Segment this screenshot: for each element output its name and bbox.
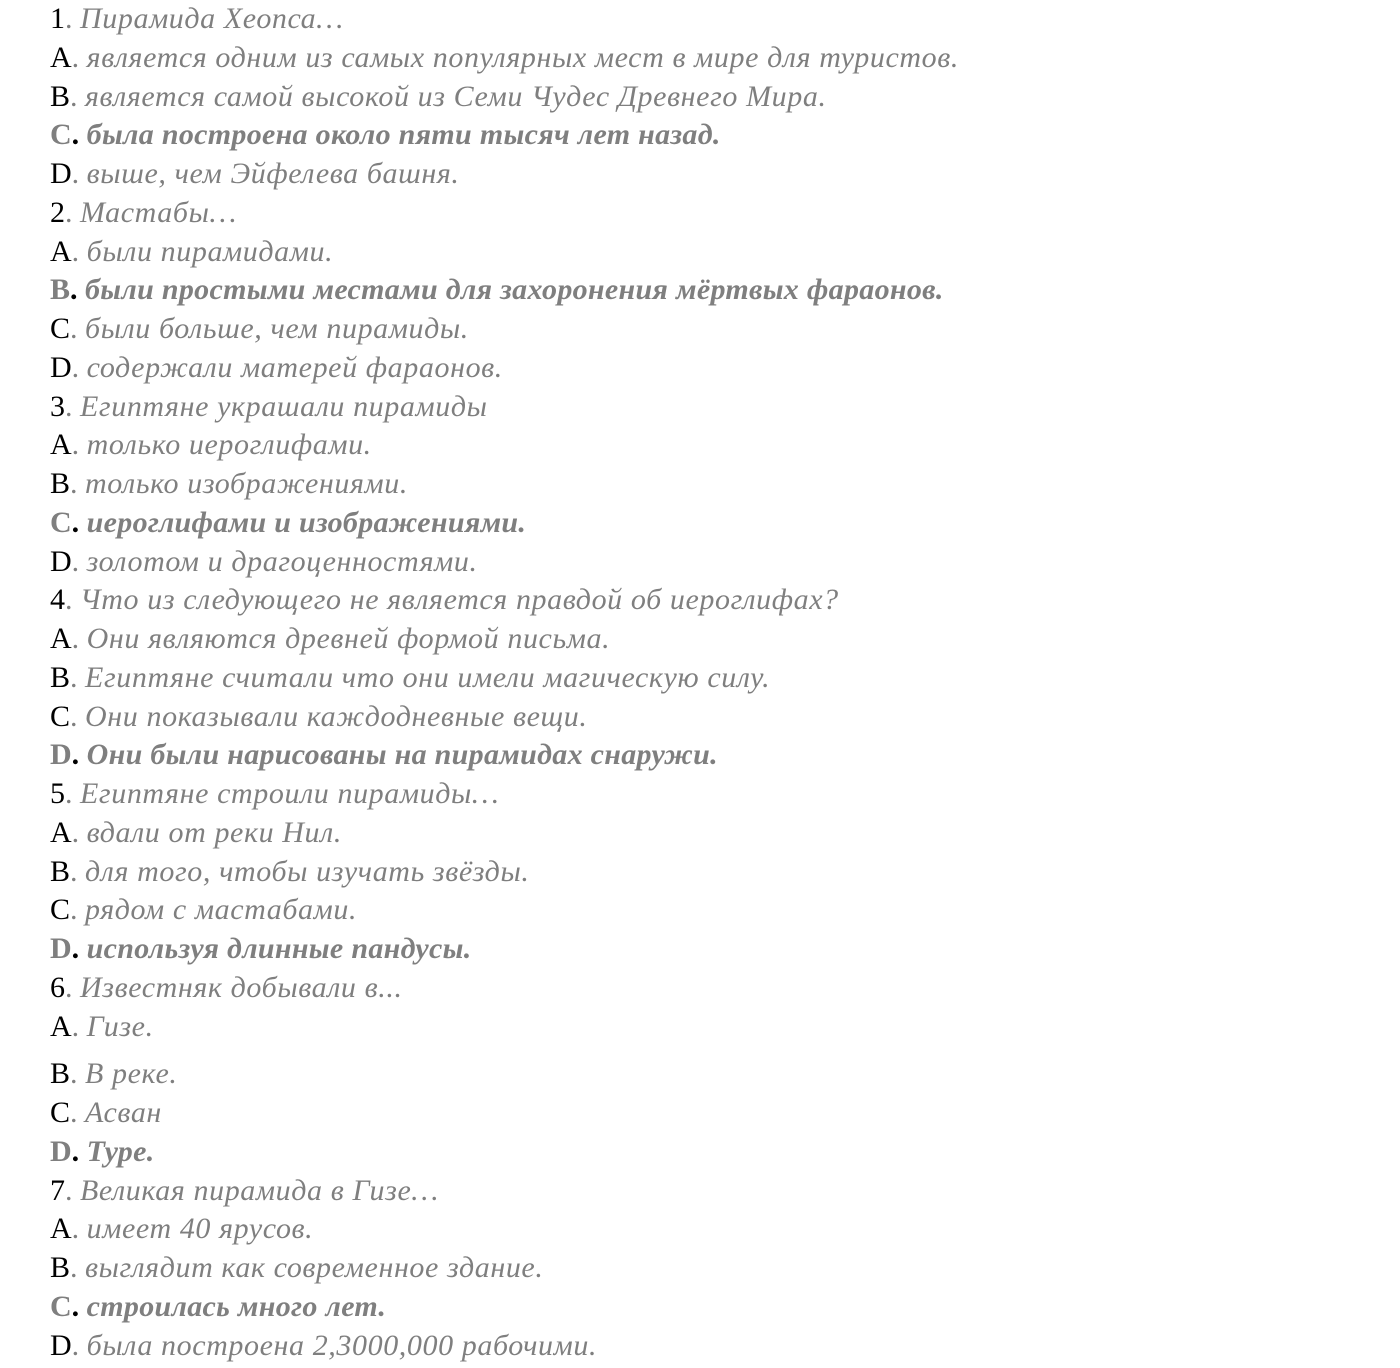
option-text: Они показывали каждодневные вещи. (85, 699, 588, 733)
option-text: была построена 2,3000,000 рабочими. (86, 1328, 598, 1362)
option-text: используя длинные пандусы. (86, 932, 472, 965)
option-letter (50, 41, 87, 74)
answer-option-correct (50, 504, 1380, 543)
option-letter-char: B (50, 854, 71, 888)
option-text: Они были нарисованы на пирамидах снаружи. (86, 738, 718, 772)
option-letter-char: B (50, 79, 71, 113)
answer-option (50, 1008, 1380, 1047)
option-letter (50, 700, 85, 733)
answer-option (50, 814, 1380, 853)
answer-option (50, 349, 1380, 388)
option-letter-dot: . (71, 1134, 87, 1168)
answer-option (50, 853, 1380, 892)
answer-option-correct (50, 271, 1380, 310)
option-text: выше, чем Эйфелева башня. (86, 157, 460, 190)
option-letter-dot: . (71, 40, 87, 74)
question-line (50, 194, 1380, 233)
option-letter-dot: . (70, 312, 86, 345)
answer-option (50, 659, 1380, 698)
answer-option (50, 1094, 1380, 1133)
answer-option (50, 1249, 1380, 1288)
option-letter-char: A (50, 1009, 72, 1043)
option-letter-char: D (50, 1328, 72, 1362)
question-stem: Египтяне украшали пирамиды (80, 389, 488, 423)
option-text: только иероглифами. (86, 428, 372, 462)
question-number (50, 971, 80, 1004)
option-letter-dot: . (71, 1212, 87, 1246)
question-line (50, 388, 1380, 427)
answer-option (50, 310, 1380, 349)
option-letter (50, 506, 87, 539)
option-letter-dot: . (70, 660, 86, 694)
option-letter (50, 1096, 85, 1129)
option-letter-char: C (50, 1289, 72, 1323)
option-letter-char: C (50, 893, 71, 927)
option-letter-dot: . (71, 234, 87, 268)
option-letter-dot: . (70, 1057, 86, 1091)
option-letter-char: D (50, 544, 72, 578)
option-letter (50, 235, 87, 268)
question-number-dot: . (65, 1173, 80, 1207)
question-number (50, 1174, 80, 1207)
answer-option (50, 78, 1380, 117)
option-letter-dot: . (71, 428, 87, 462)
question-line (50, 1172, 1380, 1211)
option-letter-char: A (50, 815, 72, 849)
option-letter-dot: . (71, 1289, 87, 1323)
option-letter (50, 428, 87, 461)
option-text: вдали от реки Нил. (86, 815, 342, 849)
option-letter (50, 467, 85, 500)
option-letter-char: C (50, 118, 72, 152)
option-letter-dot: . (71, 738, 87, 772)
option-letter-char: A (50, 234, 72, 268)
option-letter-char: D (50, 157, 72, 190)
question-number (50, 583, 80, 616)
question-number-dot: . (65, 195, 80, 229)
option-text: золотом и драгоценностями. (86, 544, 478, 578)
option-letter (50, 273, 85, 306)
answer-option-correct (50, 116, 1380, 155)
option-text: рядом с мастабами. (85, 893, 358, 927)
option-letter-char: D (50, 738, 72, 772)
option-letter-char: A (50, 40, 72, 74)
option-letter-dot: . (71, 932, 87, 965)
option-letter-char: C (50, 1096, 71, 1129)
option-text: Гизе. (86, 1009, 154, 1043)
option-text: были простыми местами для захоронения мёртвых фараонов. (85, 273, 944, 307)
option-text: является самой высокой из Семи Чудес Древнего Мира. (85, 79, 827, 113)
question-line (50, 969, 1380, 1008)
option-letter-dot: . (70, 467, 86, 500)
option-text: Они являются древней формой письма. (86, 622, 611, 655)
question-stem: Что из следующего не является правдой об иероглифах? (80, 583, 839, 617)
option-letter-dot: . (71, 1328, 87, 1362)
option-text: Египтяне считали что они имели магическую силу. (85, 660, 771, 694)
question-number-digit: 5 (50, 777, 65, 810)
option-letter-dot: . (71, 544, 87, 578)
option-letter (50, 1212, 87, 1245)
option-letter-dot: . (70, 1096, 86, 1129)
question-number (50, 2, 80, 35)
option-letter-dot: . (70, 79, 86, 113)
option-letter (50, 80, 85, 113)
option-letter-char: B (50, 1251, 71, 1284)
option-text: содержали матерей фараонов. (86, 350, 503, 384)
option-letter (50, 351, 87, 384)
question-number-digit: 7 (50, 1173, 65, 1207)
option-letter-char: C (50, 699, 71, 733)
option-letter (50, 312, 85, 345)
option-letter-char: A (50, 1212, 72, 1246)
option-letter (50, 1290, 87, 1323)
option-letter (50, 738, 87, 771)
option-letter (50, 1329, 87, 1362)
option-letter-dot: . (71, 815, 87, 849)
option-text: была построена около пяти тысяч лет назад. (86, 118, 721, 152)
option-letter-dot: . (71, 1009, 87, 1043)
option-letter-char: C (50, 505, 72, 539)
answer-option (50, 620, 1380, 659)
option-letter-dot: . (71, 505, 87, 539)
option-letter-dot: . (71, 118, 87, 152)
question-number-dot: . (65, 389, 80, 423)
question-number (50, 390, 80, 423)
answer-option (50, 155, 1380, 194)
question-line (50, 581, 1380, 620)
option-text: Туре. (86, 1134, 155, 1168)
option-letter-char: B (50, 1057, 71, 1091)
option-letter (50, 855, 85, 888)
option-letter-dot: . (71, 350, 87, 384)
option-letter-dot: . (70, 854, 86, 888)
option-letter-char: A (50, 622, 72, 655)
option-letter-char: B (50, 660, 71, 694)
question-number-dot: . (65, 970, 80, 1004)
answer-option (50, 233, 1380, 272)
option-letter-char: B (50, 273, 71, 307)
answer-option (50, 1210, 1380, 1249)
question-number (50, 196, 80, 229)
answer-option-correct (50, 930, 1380, 969)
question-line (50, 0, 1380, 39)
option-letter (50, 1057, 85, 1090)
answer-option (50, 39, 1380, 78)
question-number-digit: 4 (50, 583, 65, 617)
option-letter-dot: . (71, 157, 87, 190)
option-letter-char: D (50, 932, 72, 965)
option-text: были больше, чем пирамиды. (85, 312, 469, 345)
question-stem: Известняк добывали в... (80, 970, 403, 1004)
option-letter-dot: . (70, 273, 86, 307)
option-letter (50, 661, 85, 694)
option-text: Асван (85, 1096, 162, 1129)
question-number-digit: 6 (50, 970, 65, 1004)
question-number-digit: 1 (50, 2, 65, 35)
option-letter (50, 545, 87, 578)
option-text: является одним из самых популярных мест в мире для туристов. (86, 40, 959, 74)
answer-option (50, 543, 1380, 582)
answer-option (50, 891, 1380, 930)
question-stem: Мастабы… (80, 195, 237, 229)
option-letter (50, 1251, 85, 1284)
question-number-dot: . (65, 583, 80, 617)
question-stem: Великая пирамида в Гизе… (80, 1173, 439, 1207)
answer-option-correct (50, 1133, 1380, 1172)
question-line (50, 775, 1380, 814)
option-letter (50, 622, 87, 655)
question-number-dot: . (65, 2, 80, 35)
option-text: для того, чтобы изучать звёзды. (85, 854, 530, 888)
option-letter (50, 157, 87, 190)
option-text: В реке. (85, 1057, 178, 1091)
option-text: были пирамидами. (86, 234, 334, 268)
answer-option-correct (50, 1288, 1380, 1327)
option-text: выглядит как современное здание. (85, 1251, 544, 1284)
option-text: имеет 40 ярусов. (86, 1212, 314, 1246)
answer-option-correct (50, 736, 1380, 775)
option-letter-dot: . (70, 893, 86, 927)
option-letter (50, 1135, 87, 1168)
question-number-digit: 2 (50, 195, 65, 229)
question-number-dot: . (65, 777, 80, 810)
option-text: строилась много лет. (86, 1289, 387, 1323)
answer-option (50, 465, 1380, 504)
question-number-digit: 3 (50, 389, 65, 423)
question-number (50, 777, 80, 810)
quiz-document (50, 0, 1380, 1365)
option-letter-dot: . (70, 1251, 86, 1284)
option-text: иероглифами и изображениями. (86, 505, 527, 539)
option-letter (50, 816, 87, 849)
option-letter-char: B (50, 467, 71, 500)
answer-option (50, 698, 1380, 737)
option-letter-char: A (50, 428, 72, 462)
question-stem: Пирамида Хеопса… (80, 2, 344, 35)
option-text: только изображениями. (85, 467, 408, 500)
option-letter-char: C (50, 312, 71, 345)
option-letter (50, 118, 87, 151)
answer-option (50, 1055, 1380, 1094)
option-letter (50, 1010, 87, 1043)
option-letter (50, 893, 85, 926)
question-stem: Египтяне строили пирамиды… (80, 777, 500, 810)
answer-option (50, 426, 1380, 465)
answer-option (50, 1327, 1380, 1366)
option-letter-dot: . (71, 622, 87, 655)
option-letter-char: D (50, 350, 72, 384)
option-letter (50, 932, 87, 965)
option-letter-dot: . (70, 699, 86, 733)
option-letter-char: D (50, 1134, 72, 1168)
